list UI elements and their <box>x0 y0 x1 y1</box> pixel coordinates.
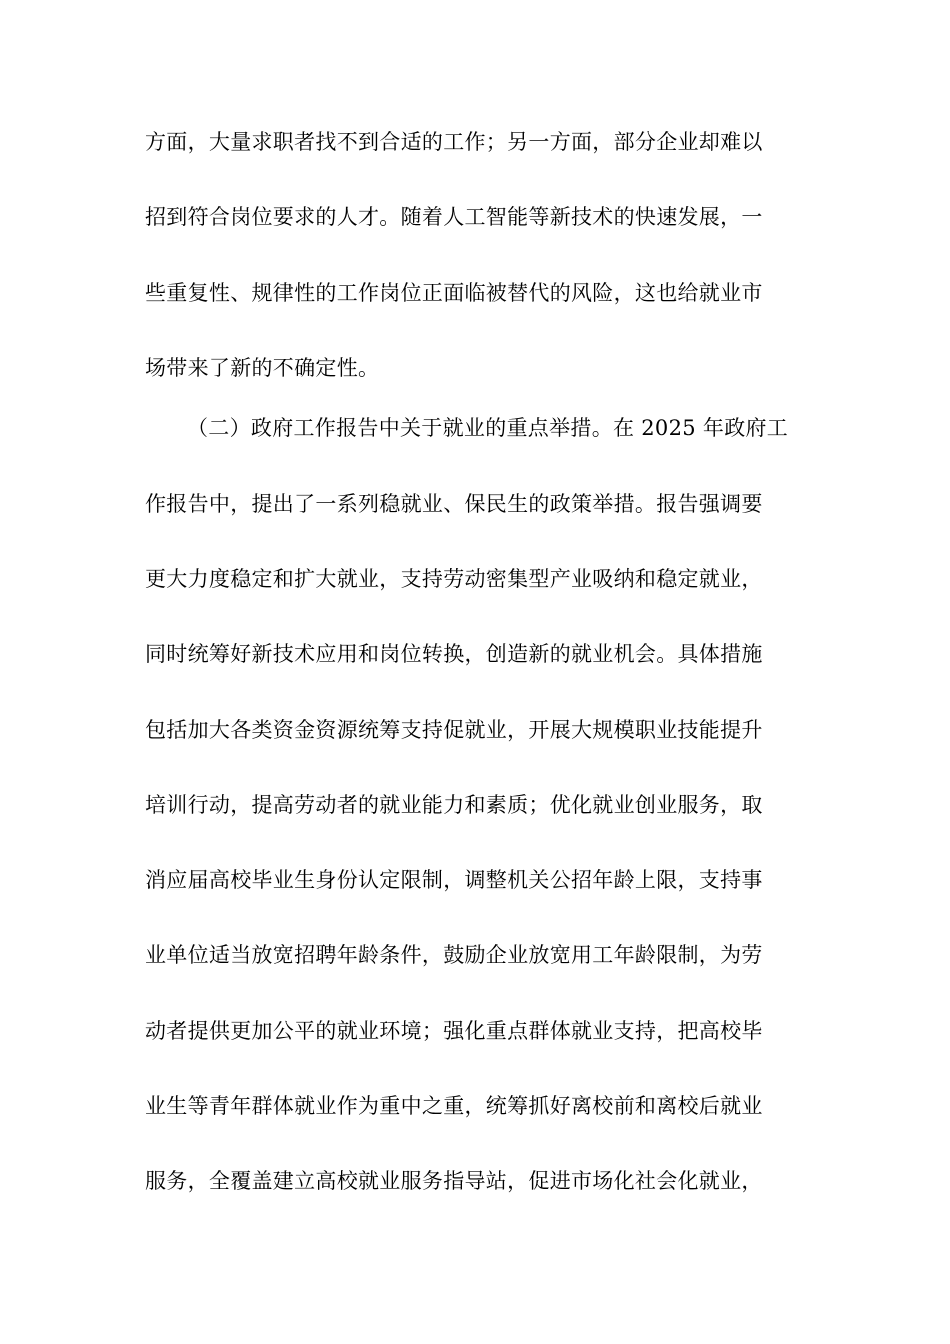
text-line: 更大力度稳定和扩大就业，支持劳动密集型产业吸纳和稳定就业， <box>145 567 763 591</box>
text-line: 业单位适当放宽招聘年龄条件，鼓励企业放宽用工年龄限制，为劳 <box>145 943 763 967</box>
text-line: 些重复性、规律性的工作岗位正面临被替代的风险，这也给就业市 <box>145 281 763 305</box>
text-line: 动者提供更加公平的就业环境；强化重点群体就业支持，把高校毕 <box>145 1019 763 1043</box>
text-line: 培训行动，提高劳动者的就业能力和素质；优化就业创业服务，取 <box>145 793 763 817</box>
text-line: 场带来了新的不确定性。 <box>145 356 380 380</box>
text-line: 业生等青年群体就业作为重中之重，统筹抓好离校前和离校后就业 <box>145 1094 763 1118</box>
text-line: 招到符合岗位要求的人才。随着人工智能等新技术的快速发展，一 <box>145 205 763 229</box>
text-line: 同时统筹好新技术应用和岗位转换，创造新的就业机会。具体措施 <box>145 642 763 666</box>
text-line: 包括加大各类资金资源统筹支持促就业，开展大规模职业技能提升 <box>145 718 763 742</box>
text-line: 方面，大量求职者找不到合适的工作；另一方面，部分企业却难以 <box>145 130 763 154</box>
text-line: 作报告中，提出了一系列稳就业、保民生的政策举措。报告强调要 <box>145 492 763 516</box>
text-line: 消应届高校毕业生身份认定限制，调整机关公招年龄上限，支持事 <box>145 868 763 892</box>
text-line: 服务，全覆盖建立高校就业服务指导站，促进市场化社会化就业， <box>145 1169 763 1193</box>
section-heading-line: （二）政府工作报告中关于就业的重点举措。在 2025 年政府工 <box>187 416 789 440</box>
